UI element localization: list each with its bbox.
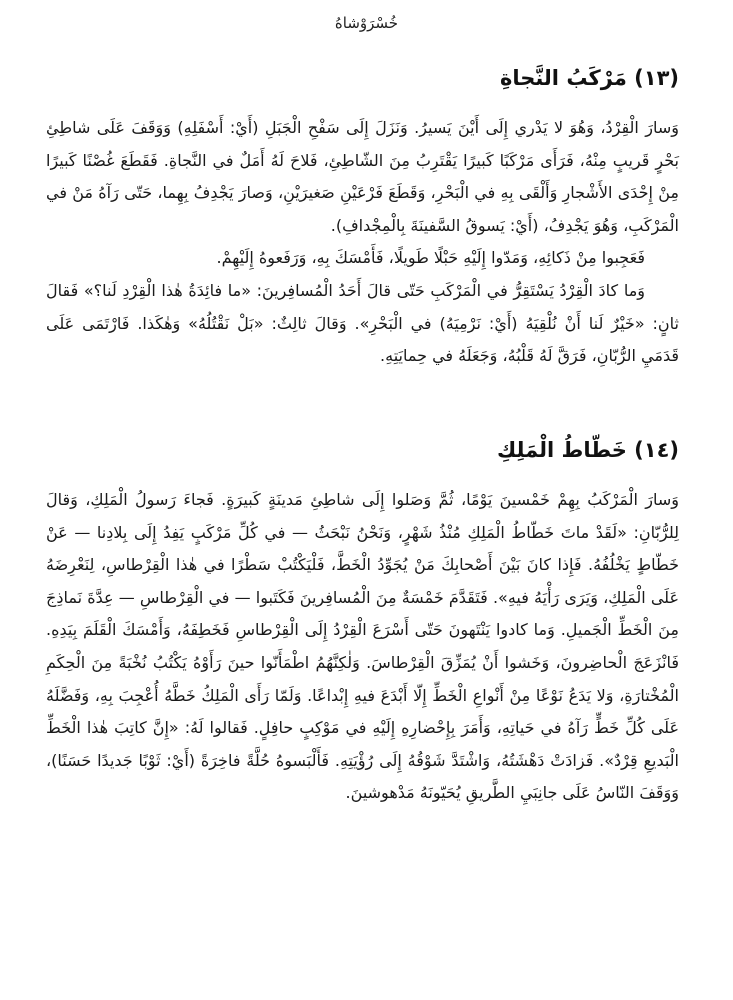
chapter-13-paragraph-1: وَسارَ الْقِرْدُ، وَهُوَ لا يَدْري إِلَى أَيْنَ يَسيرُ. وَنَزَلَ إِلَى سَفْحِ الْجَبَلِ (أَيْ: أَسْفَلِهِ) وَوَقَفَ عَلَى شاطِئِ بَحْرٍ قَريبٍ مِنْهُ، فَرَأَى مَرْكَبًا كَبيرًا يَقْتَرِبُ مِنَ الشّاطِئِ، فَلاحَ لَهُ أَمَلٌ في النَّجاةِ. فَقَطَعَ غُصْنًا كَبيرًا مِنْ إِحْدَى الأَشْجارِ وَأَلْقَى بِهِ في الْبَحْرِ، وَقَطَعَ فَرْعَيْنِ صَغيرَيْنِ، وَصارَ يَجْدِفُ بِهِما، حَتّى رَآهُ مَنْ في الْمَرْكَبِ، وَهُوَ يَجْدِفُ، (أَيْ: يَسوقُ السَّفينَةَ بِالْمِجْدافِ). [46, 118, 679, 235]
chapter-14-title: (١٤) خَطّاطُ الْمَلِكِ [496, 438, 679, 462]
chapter-13-paragraph-3: وَما كادَ الْقِرْدُ يَسْتَقِرُّ في الْمَرْكَبِ حَتّى قالَ أَحَدُ الْمُسافِرينَ: «ما فائِدَةُ هٰذا الْقِرْدِ لَنا؟» فَقالَ ثانٍ: «خَيْرٌ لَنا أَنْ نُلْقِيَهُ (أَيْ: نَرْمِيَهُ) في الْبَحْرِ». وَقالَ ثالِثٌ: «بَلْ نَقْتُلُهُ» وَهٰكَذا. فَارْتَمَى عَلَى قَدَمَيِ الرُّبّانِ، فَرَقَّ لَهُ قَلْبُهُ، وَجَعَلَهُ في حِمايَتِهِ. [46, 280, 679, 366]
chapter-14 [46, 432, 679, 810]
chapter-13-paragraph-2: فَعَجِبوا مِنْ ذَكائِهِ، وَمَدّوا إِلَيْهِ حَبْلًا طَويلًا، فَأَمْسَكَ بِهِ، وَرَفَعوهُ إِلَيْهِمْ. [216, 248, 645, 268]
chapter-13-title: (١٣) مَرْكَبُ النَّجاةِ [499, 66, 679, 90]
running-header: خُسْرَوْشاهُ [334, 14, 399, 32]
chapter-13 [46, 60, 679, 373]
chapter-14-paragraph-1: وَسارَ الْمَرْكَبُ بِهِمْ خَمْسينَ يَوْمًا، ثُمَّ وَصَلوا إِلَى شاطِئِ مَدينَةٍ كَبيرَةٍ. فَجاءَ رَسولُ الْمَلِكِ، وَقالَ لِلرُّبّانِ: «لَقَدْ ماتَ خَطّاطُ الْمَلِكِ مُنْذُ شَهْرٍ، وَنَحْنُ نَبْحَثُ — في كُلِّ مَرْكَبٍ يَفِدُ إِلَى بِلادِنا — عَنْ خَطّاطٍ يَخْلُفُهُ. فَإِذا كانَ بَيْنَ أَصْحابِكَ مَنْ يُجَوِّدُ الْخَطَّ، فَلْيَكْتُبْ سَطْرًا في هٰذا الْقِرْطاسِ، لِنَعْرِضَهُ عَلَى الْمَلِكِ، وَيَرَى رَأْيَهُ فيهِ». فَتَقَدَّمَ خَمْسَةٌ مِنَ الْمُسافِرينَ فَكَتَبوا — في الْقِرْطاسِ — عِدَّةَ نَماذِجَ مِنَ الْخَطِّ الْجَميلِ. وَما كادوا يَنْتَهونَ حَتّى أَسْرَعَ الْقِرْدُ إِلَى الْقِرْطاسِ فَخَطِفَهُ، وَأَمْسَكَ الْقَلَمَ بِيَدِهِ. فَانْزَعَجَ الْحاضِرونَ، وَخَشوا أَنْ يُمَزِّقَ الْقِرْطاسَ. وَلٰكِنَّهُمُ اطْمَأَنّوا حينَ رَأَوْهُ يَكْتُبُ نُخْبَةً مِنَ الْحِكَمِ الْمُخْتارَةِ، وَلا يَدَعُ نَوْعًا مِنْ أَنْواعِ الْخَطِّ إِلّا أَبْدَعَ فيهِ إِبْداعًا. وَلَمّا رَأَى الْمَلِكُ خَطَّهُ أُعْجِبَ بِهِ، وَفَضَّلَهُ عَلَى كُلِّ خَطٍّ رَآهُ في حَياتِهِ، وَأَمَرَ بِإِحْضارِهِ إِلَيْهِ في مَوْكِبٍ حافِلٍ. فَقالوا لَهُ: «إِنَّ كاتِبَ هٰذا الْخَطِّ الْبَديعِ قِرْدٌ». فَزادَتْ دَهْشَتُهُ، وَاشْتَدَّ شَوْقُهُ إِلَى رُؤْيَتِهِ. فَأَلْبَسوهُ حُلَّةً فاخِرَةً (أَيْ: ثَوْبًا جَديدًا حَسَنًا)، وَوَقَفَ النّاسُ عَلَى جانِبَيِ الطَّريقِ يُحَيّونَهُ مَدْهوشينَ. [46, 490, 679, 803]
